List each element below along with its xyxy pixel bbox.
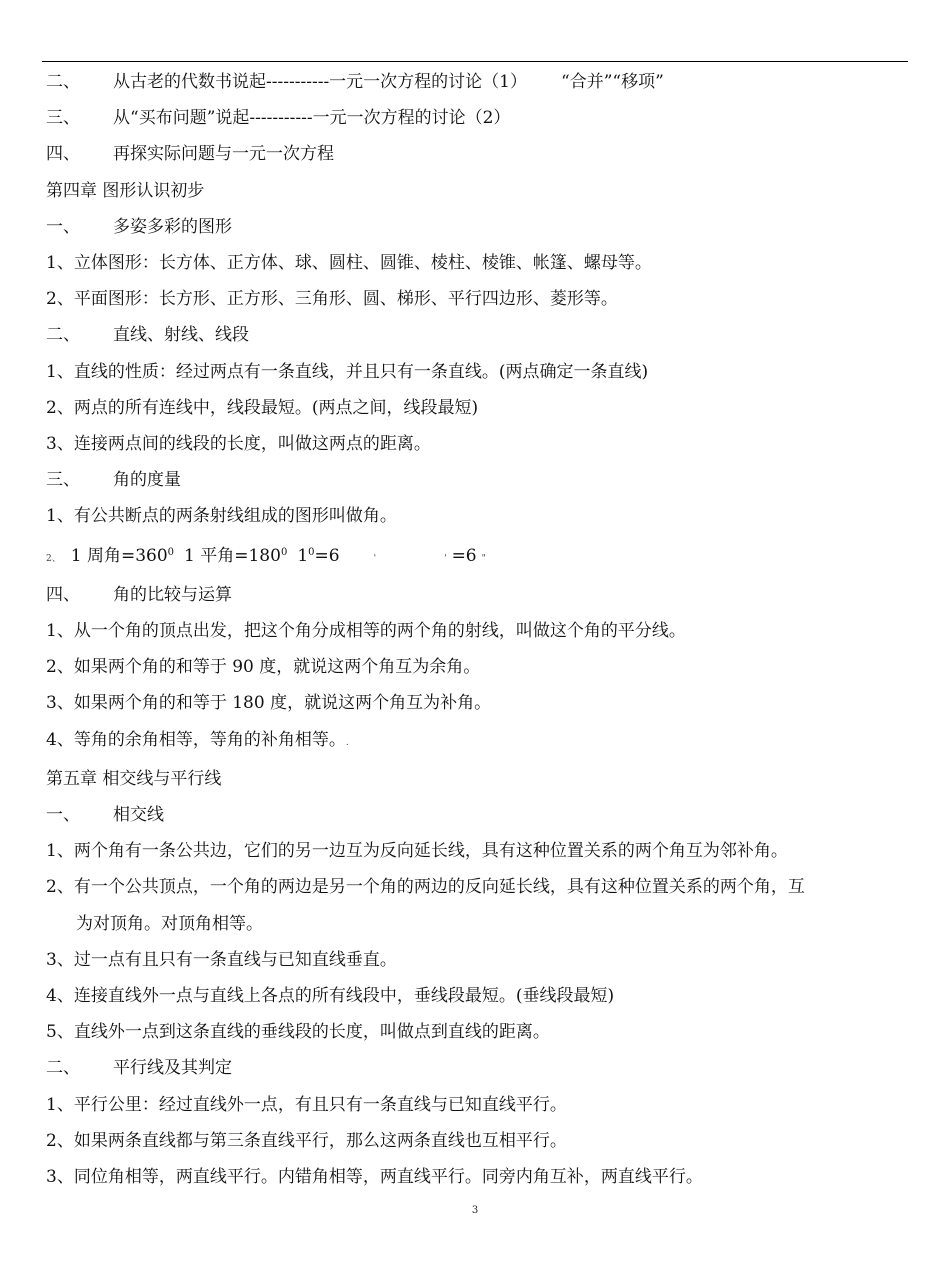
text-line: 1、平行公里：经过直线外一点，有且只有一条直线与已知直线平行。 xyxy=(46,1094,567,1115)
text-line: 2、有一个公共顶点，一个角的两边是另一个角的两边的反向延长线，具有这种位置关系的两个角，互 xyxy=(46,877,805,898)
text-line: 3、同位角相等，两直线平行。内错角相等，两直线平行。同旁内角互补，两直线平行。 xyxy=(46,1167,703,1188)
section-heading: 四、 角的比较与运算 xyxy=(46,584,232,605)
document-body xyxy=(46,64,908,1195)
section-heading: 二、 直线、射线、线段 xyxy=(46,325,249,346)
chapter-heading: 第四章 图形认识初步 xyxy=(46,180,205,201)
text-line: 5、直线外一点到这条直线的垂线段的长度，叫做点到直线的距离。 xyxy=(46,1022,550,1043)
text-line: 3、过一点有且只有一条直线与已知直线垂直。 xyxy=(46,949,397,970)
angle-formula-line: 2、 1 周角$=360^0$ 1 平角$=180^0$ $1^0=6$ ' ' =6 " xyxy=(46,545,486,566)
page-number: 3 xyxy=(471,1205,479,1216)
text-line: 1、直线的性质：经过两点有一条直线，并且只有一条直线。(两点确定一条直线) xyxy=(46,361,649,382)
text-line: 2、平面图形：长方形、正方形、三角形、圆、梯形、平行四边形、菱形等。 xyxy=(46,289,618,310)
section-heading: 一、 相交线 xyxy=(46,805,164,826)
section-heading: 二、 平行线及其判定 xyxy=(46,1058,232,1079)
text-line: 2、如果两条直线都与第三条直线平行，那么这两条直线也互相平行。 xyxy=(46,1130,567,1151)
section-heading: 三、 角的度量 xyxy=(46,470,181,491)
text-line-continuation: 为对顶角。对顶角相等。 xyxy=(76,913,263,934)
text-line: 4、等角的余角相等，等角的补角相等。. xyxy=(46,729,349,750)
text-line: 1、从一个角的顶点出发，把这个角分成相等的两个角的射线，叫做这个角的平分线。 xyxy=(46,621,686,642)
text-line: 3、连接两点间的线段的长度，叫做这两点的距离。 xyxy=(46,434,431,455)
text-line: 三、 从“买布问题”说起-----------一元一次方程的讨论（2） xyxy=(46,108,511,129)
text-line: 3、如果两个角的和等于 180 度，就说这两个角互为补角。 xyxy=(46,693,492,714)
text-line: 2、两点的所有连线中，线段最短。(两点之间，线段最短) xyxy=(46,397,479,418)
text-line: 四、 再探实际问题与一元一次方程 xyxy=(46,144,334,165)
text-line: 1、两个角有一条公共边，它们的另一边互为反向延长线，具有这种位置关系的两个角互为邻补角。 xyxy=(46,841,788,862)
text-line: 2、如果两个角的和等于 90 度，就说这两个角互为余角。 xyxy=(46,657,481,678)
text-line: 4、连接直线外一点与直线上各点的所有线段中，垂线段最短。(垂线段最短) xyxy=(46,986,615,1007)
text-line: 1、立体图形：长方体、正方体、球、圆柱、圆锥、棱柱、棱锥、帐篷、螺母等。 xyxy=(46,253,652,274)
text-line: 二、 从古老的代数书说起-----------一元一次方程的讨论（1） “合并”“移项” xyxy=(46,72,664,92)
chapter-heading: 第五章 相交线与平行线 xyxy=(46,768,222,789)
header-rule xyxy=(42,61,908,62)
text-line: 1、有公共断点的两条射线组成的图形叫做角。 xyxy=(46,506,397,527)
section-heading: 一、 多姿多彩的图形 xyxy=(46,216,232,237)
